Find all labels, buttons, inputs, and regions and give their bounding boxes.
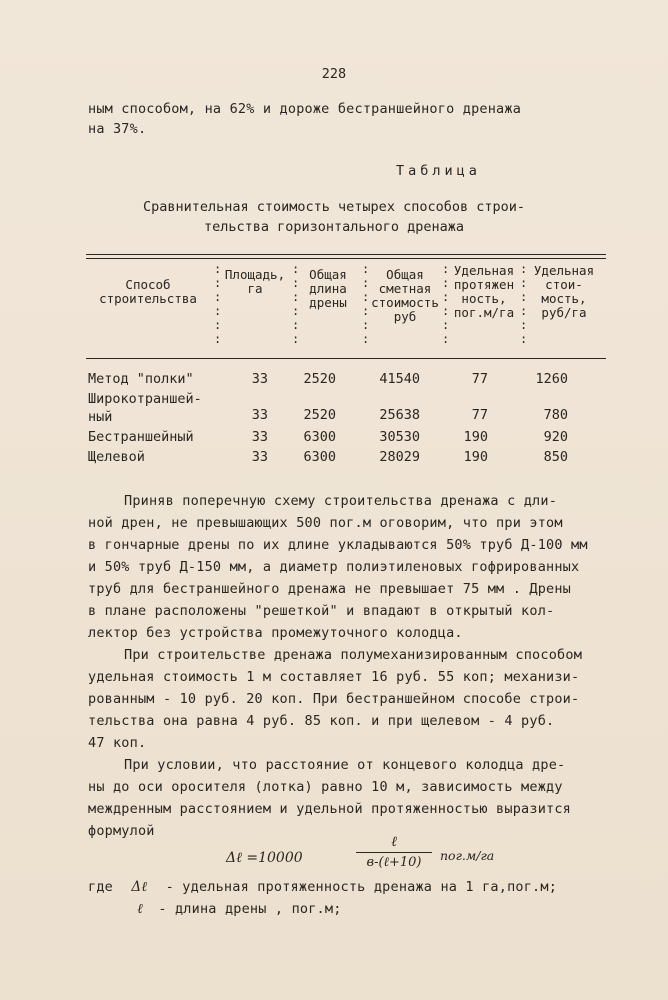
row-extent: 77 bbox=[471, 407, 488, 423]
paragraph-line: в плане расположены "решеткой" и впадают в открытый кол- bbox=[88, 603, 555, 619]
header-extent bbox=[446, 264, 522, 320]
row-method-cont: ный bbox=[88, 409, 113, 425]
row-length: 2520 bbox=[303, 407, 336, 423]
formula-numerator: ℓ bbox=[391, 834, 397, 850]
row-method: Бестраншейный bbox=[88, 429, 194, 445]
header-text: стоимость bbox=[371, 295, 439, 310]
column-separator: : : : : : : bbox=[292, 262, 300, 346]
definition-text: - длина дрены , пог.м; bbox=[158, 901, 342, 917]
header-text: протяжен bbox=[453, 277, 515, 292]
fraction-bar bbox=[356, 852, 432, 853]
page-number: 228 bbox=[321, 66, 347, 82]
row-unit-cost: 780 bbox=[543, 407, 568, 423]
table-caption: тельства горизонтального дренажа bbox=[203, 219, 465, 235]
definition-line bbox=[130, 900, 342, 918]
row-area: 33 bbox=[251, 449, 268, 465]
header-unit-cost bbox=[524, 264, 604, 320]
paragraph-line: междренным расстоянием и удельной протяженностью выразится bbox=[88, 801, 572, 817]
row-cost: 28029 bbox=[379, 449, 420, 465]
definition-symbol: ℓ bbox=[137, 901, 143, 917]
row-method: Щелевой bbox=[88, 449, 145, 465]
paragraph-line: При строительстве дренажа полумеханизированным способом bbox=[124, 647, 583, 663]
paragraph-line: труб для бестраншейного дренажа не превышает 75 мм . Дрены bbox=[88, 581, 572, 597]
row-area: 33 bbox=[251, 407, 268, 423]
header-text: ность, bbox=[461, 291, 507, 306]
header-text: Удельная bbox=[533, 263, 595, 278]
row-length: 6300 bbox=[303, 429, 336, 445]
row-extent: 190 bbox=[463, 429, 488, 445]
definition-symbol: Δℓ bbox=[131, 879, 148, 895]
paragraph-line: При условии, что расстояние от концевого колодца дре- bbox=[124, 757, 566, 773]
row-method: Метод "полки" bbox=[88, 371, 194, 387]
column-separator: : : : : : : bbox=[520, 262, 528, 346]
definition-prefix: где bbox=[88, 879, 113, 895]
header-text: Общая bbox=[386, 267, 424, 282]
paragraph-line: ной дрен, не превышающих 500 пог.м оговорим, что при этом bbox=[88, 515, 563, 531]
row-unit-cost: 850 bbox=[543, 449, 568, 465]
paragraph-line: и 50% труб Д-150 мм, а диаметр полиэтиленовых гофрированных bbox=[88, 559, 580, 575]
intro-line: на 37%. bbox=[88, 121, 147, 137]
paragraph-line: ны до оси оросителя (лотка) равно 10 м, зависимость между bbox=[88, 779, 563, 795]
table-header-rule bbox=[86, 358, 606, 359]
row-length: 2520 bbox=[303, 371, 336, 387]
column-separator: : : : : : : bbox=[442, 262, 450, 346]
header-method bbox=[86, 278, 210, 306]
table-label: Таблица bbox=[396, 163, 481, 179]
header-text: строительства bbox=[99, 291, 197, 306]
paragraph-line: рованным - 10 руб. 20 коп. При бестраншейном способе строи- bbox=[88, 691, 580, 707]
row-length: 6300 bbox=[303, 449, 336, 465]
intro-line: ным способом, на 62% и дороже бестраншейного дренажа bbox=[88, 101, 522, 117]
header-length bbox=[296, 268, 360, 310]
header-text: длина bbox=[309, 281, 347, 296]
row-unit-cost: 1260 bbox=[535, 371, 568, 387]
header-text: пог.м/га bbox=[453, 305, 515, 320]
column-separator: : : : : : : bbox=[362, 262, 370, 346]
paragraph-line: лектор без устройства промежуточного колодца. bbox=[88, 625, 463, 641]
paragraph-line: Приняв поперечную схему строительства дренажа с дли- bbox=[124, 493, 558, 509]
header-area bbox=[218, 268, 292, 296]
row-method: Широкотраншей- bbox=[88, 391, 202, 407]
row-unit-cost: 920 bbox=[543, 429, 568, 445]
row-extent: 77 bbox=[471, 371, 488, 387]
table-caption: Сравнительная стоимость четырех способов строи- bbox=[142, 199, 525, 215]
paragraph-line: 47 коп. bbox=[88, 735, 147, 751]
column-separator: : : : : : : bbox=[214, 262, 222, 346]
formula-denominator: в-(ℓ+10) bbox=[366, 855, 422, 870]
paragraph-line: в гончарные дрены по их длине укладываются 50% труб Д-100 мм bbox=[88, 537, 588, 553]
definition-line bbox=[88, 878, 557, 896]
header-text: стои- bbox=[545, 277, 583, 292]
header-text: руб bbox=[393, 309, 417, 324]
table-top-rule bbox=[86, 254, 606, 255]
table-top-rule-thin bbox=[86, 258, 606, 259]
row-extent: 190 bbox=[463, 449, 488, 465]
header-text: Удельная bbox=[453, 263, 515, 278]
formula-units: пог.м/га bbox=[440, 848, 495, 863]
definition-text: - удельная протяженность дренажа на 1 га,пог.м; bbox=[165, 879, 558, 895]
paragraph-line: формулой bbox=[88, 823, 155, 839]
row-cost: 25638 bbox=[379, 407, 420, 423]
header-text: Общая bbox=[309, 267, 347, 282]
formula-lhs: Δℓ =10000 bbox=[226, 850, 303, 866]
header-text: руб/га bbox=[541, 305, 587, 320]
header-text: Площадь, bbox=[224, 267, 286, 282]
row-area: 33 bbox=[251, 371, 268, 387]
header-text: Способ bbox=[125, 277, 171, 292]
header-text: га bbox=[247, 281, 263, 296]
header-cost bbox=[366, 268, 444, 324]
row-area: 33 bbox=[251, 429, 268, 445]
header-text: дрены bbox=[309, 295, 347, 310]
paragraph-line: удельная стоимость 1 м составляет 16 руб. 55 коп; механизи- bbox=[88, 669, 580, 685]
paragraph-line: тельства она равна 4 руб. 85 коп. и при щелевом - 4 руб. bbox=[88, 713, 555, 729]
header-text: мость, bbox=[541, 291, 587, 306]
row-cost: 41540 bbox=[379, 371, 420, 387]
row-cost: 30530 bbox=[379, 429, 420, 445]
header-text: сметная bbox=[378, 281, 432, 296]
